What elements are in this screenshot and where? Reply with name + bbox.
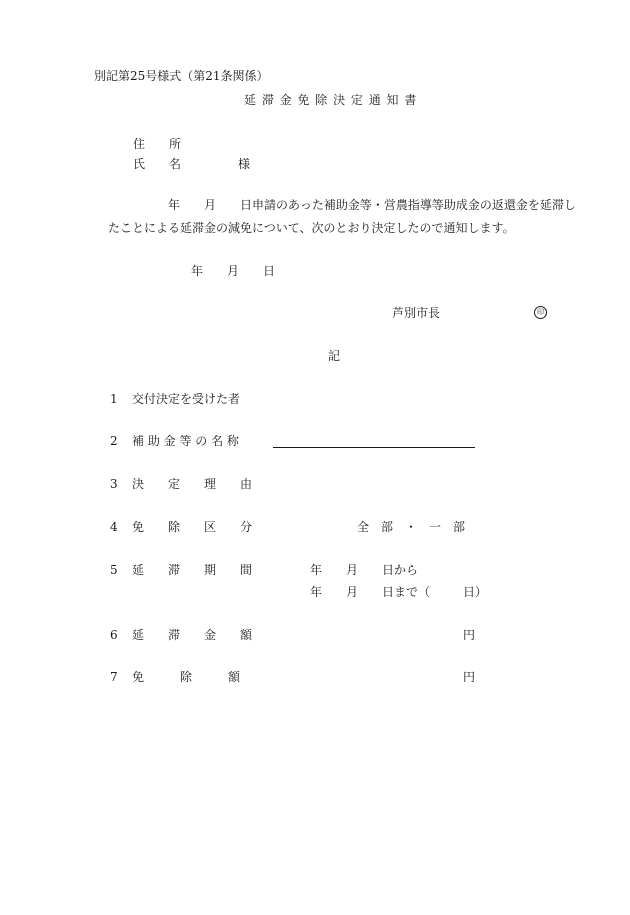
period-days-close: 日） (463, 585, 488, 599)
item-number: 5 (110, 563, 118, 577)
issuer-title: 芦別市長 (392, 306, 441, 320)
period-to-year: 年 (310, 585, 323, 599)
intro-year: 年 (168, 198, 181, 212)
date-year: 年 (191, 264, 204, 278)
item-label-reason: 決 定 理 由 (132, 477, 253, 491)
item-label-exemption-category: 免 除 区 分 (132, 520, 253, 534)
item-number: 4 (110, 520, 118, 534)
item-label-exemption-amount: 免 除 額 (132, 670, 241, 684)
form-label: 別記第25号様式（第21条関係） (94, 69, 269, 83)
item-label-late-charge-amount: 延 滞 金 額 (132, 628, 253, 642)
period-to-month: 月 (346, 585, 359, 599)
honorific: 様 (238, 157, 251, 171)
document-title: 延 滞 金 免 除 決 定 通 知 書 (244, 93, 418, 107)
intro-text: 日申請のあった補助金等・営農指導等助成金の返還金を延滞し (240, 198, 576, 212)
seal-mark: 印 (534, 306, 547, 319)
yen-unit: 円 (463, 628, 476, 642)
date-day: 日 (263, 264, 276, 278)
name-label: 氏 名 (133, 157, 182, 171)
item-label-delay-period: 延 滞 期 間 (132, 563, 253, 577)
intro-month: 月 (204, 198, 217, 212)
item-number: 7 (110, 670, 118, 684)
item-number: 3 (110, 477, 118, 491)
yen-unit: 円 (463, 670, 476, 684)
item-label-recipient: 交付決定を受けた者 (132, 392, 241, 406)
item-number: 6 (110, 628, 118, 642)
period-from-year: 年 (310, 563, 323, 577)
period-to-suffix: 日まで（ (382, 585, 431, 599)
item-number: 2 (110, 434, 118, 448)
item-number: 1 (110, 392, 118, 406)
ki-heading: 記 (328, 349, 341, 363)
period-from-suffix: 日から (382, 563, 419, 577)
period-from-month: 月 (346, 563, 359, 577)
exemption-options: 全 部 ・ 一 部 (357, 520, 466, 534)
address-label: 住 所 (133, 137, 182, 151)
subsidy-name-underline (273, 447, 475, 448)
date-month: 月 (227, 264, 240, 278)
item-label-subsidy-name: 補 助 金 等 の 名 称 (132, 434, 239, 448)
intro-text-line2: たことによる延滞金の減免について、次のとおり決定したので通知します。 (108, 221, 515, 235)
